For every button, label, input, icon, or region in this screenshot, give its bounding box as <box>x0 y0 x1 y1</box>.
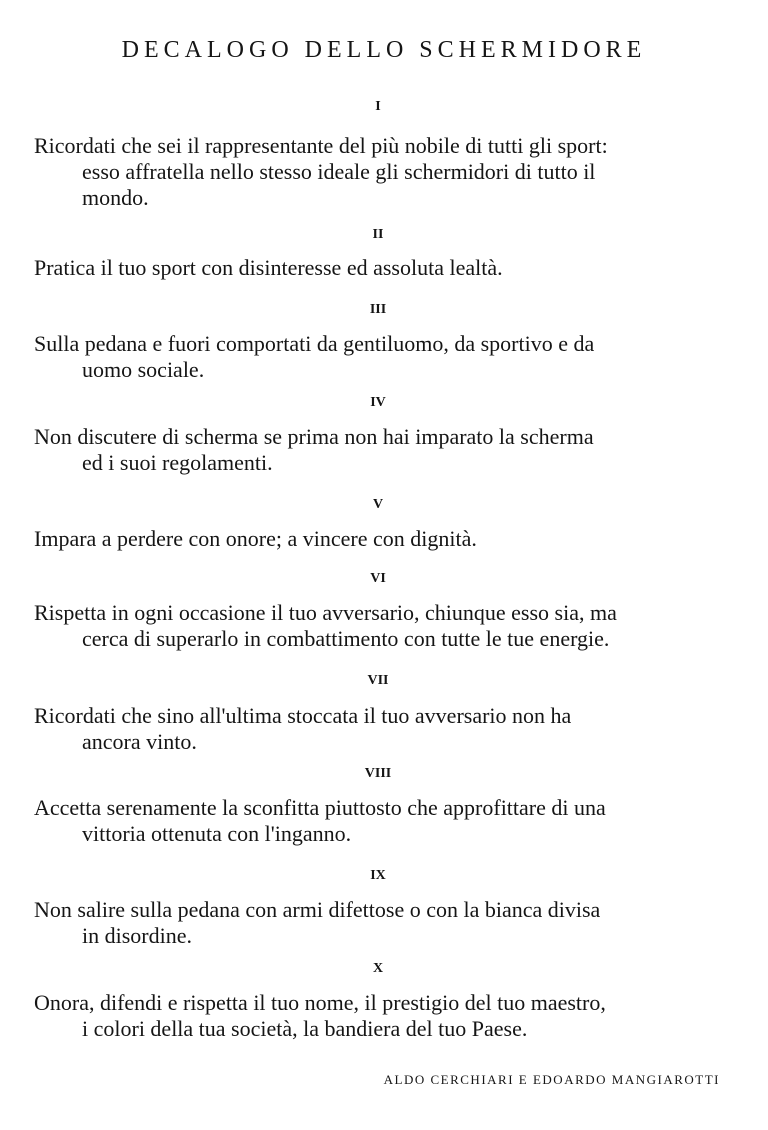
rule-2 <box>34 255 734 281</box>
page-title: DECALOGO DELLO SCHERMIDORE <box>121 37 647 63</box>
rule-10-line-1: Onora, difendi e rispetta il tuo nome, il prestigio del tuo maestro, <box>34 990 606 1015</box>
rule-8-line-1: Accetta serenamente la sconfitta piuttosto che approfittare di una <box>34 795 606 820</box>
rule-numeral-6: VI <box>370 571 386 586</box>
rule-numeral-8: VIII <box>364 766 392 781</box>
rule-numeral-4: IV <box>370 395 386 410</box>
rule-8 <box>34 795 734 847</box>
rule-10-line-2: i colori della tua società, la bandiera del tuo Paese. <box>82 1016 528 1041</box>
rule-1-line-3: mondo. <box>82 185 149 210</box>
rule-4-line-2: ed i suoi regolamenti. <box>82 450 273 475</box>
rule-5-line-1: Impara a perdere con onore; a vincere con dignità. <box>34 526 477 551</box>
rule-1 <box>34 133 734 211</box>
rule-3-line-1: Sulla pedana e fuori comportati da gentiluomo, da sportivo e da <box>34 331 595 356</box>
rule-1-line-2: esso affratella nello stesso ideale gli schermidori di tutto il <box>82 159 596 184</box>
rule-numeral-5: V <box>372 497 384 512</box>
rule-3-line-2: uomo sociale. <box>82 357 205 382</box>
rule-7-line-1: Ricordati che sino all'ultima stoccata il tuo avversario non ha <box>34 703 572 728</box>
rule-8-line-2: vittoria ottenuta con l'inganno. <box>82 821 352 846</box>
rule-9 <box>34 897 734 949</box>
rule-6 <box>34 600 734 652</box>
rule-9-line-1: Non salire sulla pedana con armi difettose o con la bianca divisa <box>34 897 601 922</box>
rule-numeral-2: II <box>372 227 384 242</box>
rule-6-line-1: Rispetta in ogni occasione il tuo avversario, chiunque esso sia, ma <box>34 600 617 625</box>
rule-9-line-2: in disordine. <box>82 923 192 948</box>
signature: ALDO CERCHIARI E EDOARDO MANGIAROTTI <box>383 1072 720 1087</box>
rule-3 <box>34 331 734 383</box>
rule-5 <box>34 526 734 552</box>
rule-numeral-10: X <box>372 961 384 976</box>
rule-7 <box>34 703 734 755</box>
rule-numeral-1: I <box>375 99 381 114</box>
rule-1-line-1: Ricordati che sei il rappresentante del più nobile di tutti gli sport: <box>34 133 608 158</box>
rule-6-line-2: cerca di superarlo in combattimento con tutte le tue energie. <box>82 626 610 651</box>
rule-numeral-7: VII <box>367 673 389 688</box>
rule-numeral-9: IX <box>370 868 386 883</box>
rule-2-line-1: Pratica il tuo sport con disinteresse ed assoluta lealtà. <box>34 255 503 280</box>
rule-4 <box>34 424 734 476</box>
rule-10 <box>34 990 734 1042</box>
rule-4-line-1: Non discutere di scherma se prima non hai imparato la scherma <box>34 424 594 449</box>
rule-7-line-2: ancora vinto. <box>82 729 197 754</box>
rule-numeral-3: III <box>369 302 387 317</box>
